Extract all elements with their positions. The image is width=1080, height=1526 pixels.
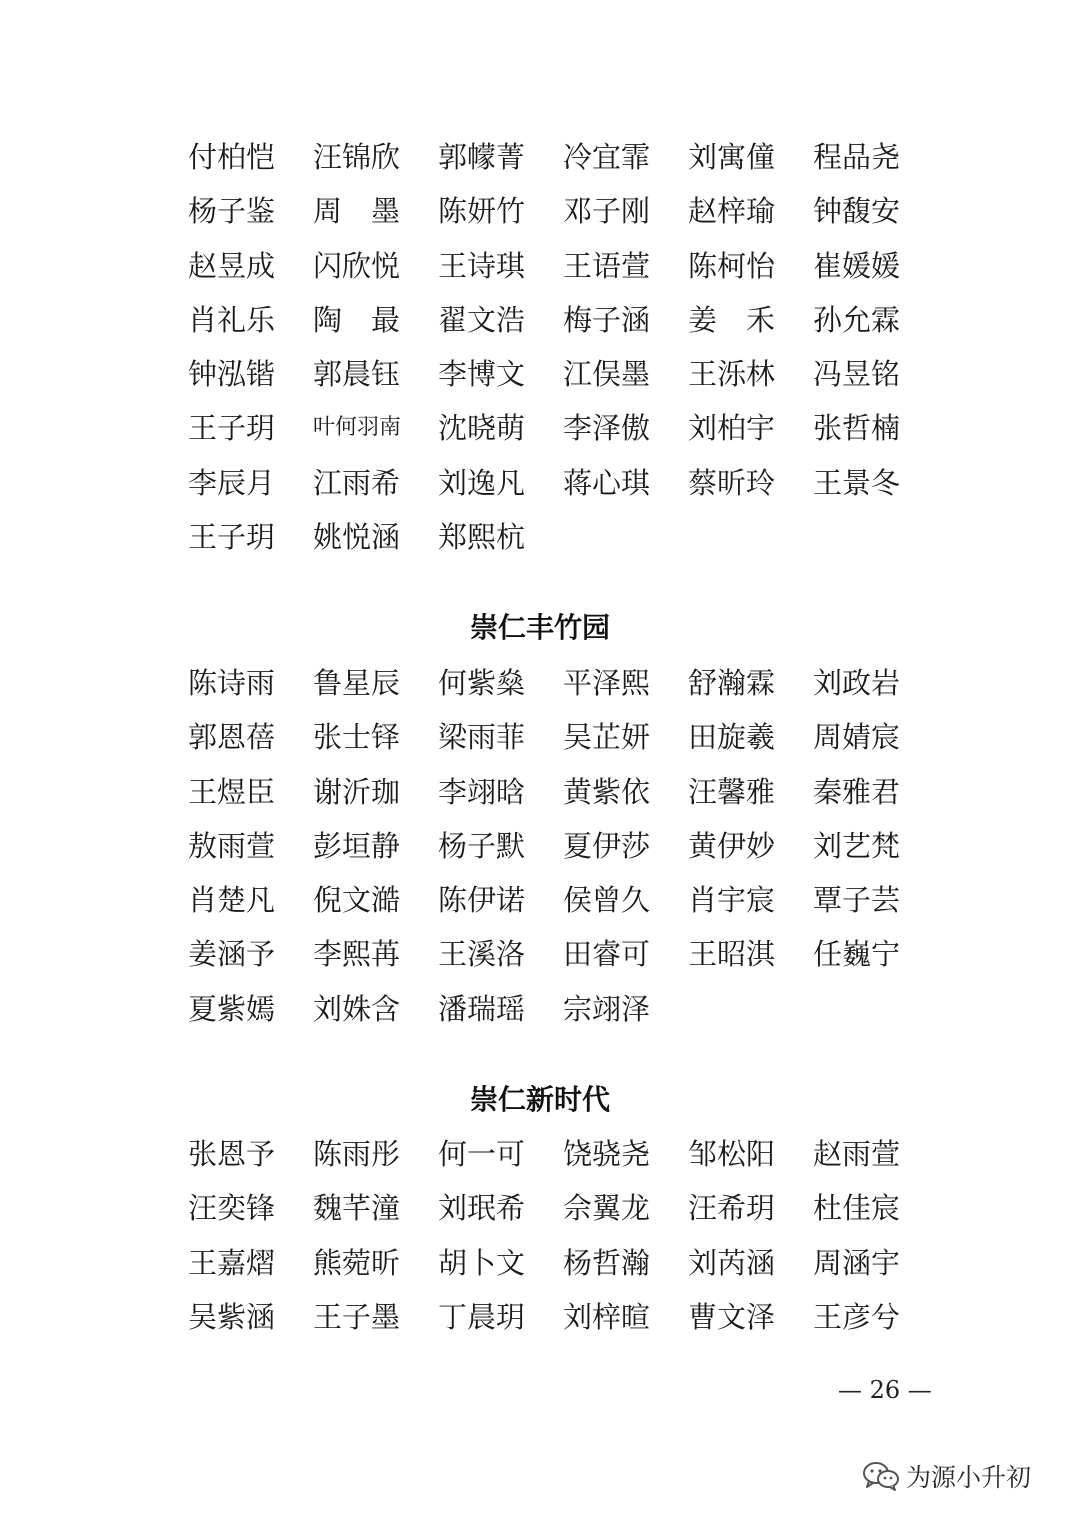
student-name: 丁晨玥 [438, 1299, 526, 1334]
student-name: 刘逸凡 [438, 465, 526, 500]
name-grid-chongren-xinshidai [188, 1127, 948, 1344]
watermark [862, 1458, 1031, 1498]
student-name: 蒋心琪 [563, 465, 651, 500]
student-name: 何紫燊 [438, 666, 526, 700]
student-name: 程品尧 [813, 140, 901, 174]
student-name: 赵雨萱 [813, 1137, 901, 1171]
name-grid-continued [188, 130, 948, 564]
student-name: 汪希玥 [688, 1191, 776, 1226]
student-name: 王昭淇 [688, 937, 776, 972]
student-name: 郭晨钰 [313, 357, 401, 392]
student-name: 王景冬 [813, 465, 901, 500]
student-name: 王子玥 [188, 520, 276, 555]
student-name: 王泺林 [688, 357, 776, 392]
student-name: 刘艺梵 [813, 828, 901, 863]
student-name: 鲁星辰 [313, 666, 401, 700]
student-name: 张士铎 [313, 720, 401, 755]
student-name: 钟泓锴 [188, 357, 276, 392]
student-name: 李翊晗 [438, 774, 526, 809]
student-name: 陈柯怡 [688, 248, 776, 283]
student-name: 李博文 [438, 357, 526, 392]
student-name: 肖宇宸 [688, 883, 776, 918]
student-name: 彭垣静 [313, 828, 401, 863]
student-name: 汪馨雅 [688, 774, 776, 809]
student-name: 杨子默 [438, 828, 526, 863]
student-name: 吴紫涵 [188, 1299, 276, 1334]
student-name: 黄伊妙 [688, 828, 776, 863]
student-name: 陶 最 [313, 302, 401, 337]
student-name: 王嘉熠 [188, 1245, 276, 1280]
student-name: 周 墨 [313, 194, 401, 229]
student-name: 魏芊潼 [313, 1191, 401, 1226]
student-name: 陈雨彤 [313, 1137, 401, 1171]
student-name: 闪欣悦 [313, 248, 401, 283]
student-name: 邓子刚 [563, 194, 651, 229]
student-name: 江雨希 [313, 465, 401, 500]
student-name: 王煜臣 [188, 774, 276, 809]
student-name: 邹松阳 [688, 1137, 776, 1171]
student-name: 田睿可 [563, 937, 651, 972]
student-name: 郭幪菁 [438, 140, 526, 174]
student-name: 姜 禾 [688, 302, 776, 337]
student-name: 黄紫依 [563, 774, 651, 809]
student-name: 王子墨 [313, 1299, 401, 1334]
student-name: 郑熙杭 [438, 520, 526, 555]
student-name: 平泽熙 [563, 666, 651, 700]
student-name: 杨哲瀚 [563, 1245, 651, 1280]
student-name: 郭恩蓓 [188, 720, 276, 755]
student-name: 肖礼乐 [188, 302, 276, 337]
student-name: 张哲楠 [813, 411, 901, 446]
student-name: 田旋羲 [688, 720, 776, 755]
student-name: 李泽傲 [563, 411, 651, 446]
student-name: 孙允霖 [813, 302, 901, 337]
student-name: 刘梓暄 [563, 1299, 651, 1334]
student-name: 王子玥 [188, 411, 276, 446]
student-name: 汪锦欣 [313, 140, 401, 174]
student-name: 潘瑞瑶 [438, 991, 526, 1026]
student-name: 王彦兮 [813, 1299, 901, 1334]
student-name: 刘芮涵 [688, 1245, 776, 1280]
student-name: 周婧宸 [813, 720, 901, 755]
student-name: 熊菀昕 [313, 1245, 401, 1280]
student-name: 冯昱铭 [813, 357, 901, 392]
student-name: 倪文澔 [313, 883, 401, 918]
student-name: 崔媛媛 [813, 248, 901, 283]
student-name: 冷宜霏 [563, 140, 651, 174]
student-name: 钟馥安 [813, 194, 901, 229]
student-name: 敖雨萱 [188, 828, 276, 863]
student-name: 舒瀚霖 [688, 666, 776, 700]
section-title-chongren-fengzhuyuan: 崇仁丰竹园 [469, 611, 610, 644]
student-name: 汪奕锋 [188, 1191, 276, 1226]
student-name: 肖楚凡 [188, 883, 276, 918]
student-name: 侯曾久 [563, 883, 651, 918]
student-name: 江俣墨 [563, 357, 651, 392]
student-name: 刘柏宇 [688, 411, 776, 446]
student-name: 曹文泽 [688, 1299, 776, 1334]
student-name: 何一可 [438, 1137, 526, 1171]
student-name: 陈妍竹 [438, 194, 526, 229]
student-name: 夏紫嫣 [188, 991, 276, 1026]
student-name: 刘寓僮 [688, 140, 776, 174]
student-name: 叶何羽南 [313, 415, 402, 441]
student-name: 胡卜文 [438, 1245, 526, 1280]
student-name: 刘姝含 [313, 991, 401, 1026]
student-name: 佘翼龙 [563, 1191, 651, 1226]
student-name: 杜佳宸 [813, 1191, 901, 1226]
student-name: 杨子鉴 [188, 194, 276, 229]
student-name: 夏伊莎 [563, 828, 651, 863]
student-name: 张恩予 [188, 1137, 276, 1171]
student-name: 秦雅君 [813, 774, 901, 809]
name-grid-chongren-fengzhuyuan [188, 656, 948, 1036]
student-name: 梅子涵 [563, 302, 651, 337]
student-name: 陈伊诺 [438, 883, 526, 918]
student-name: 赵昱成 [188, 248, 276, 283]
watermark-text: 为源小升初 [906, 1463, 1032, 1492]
student-name: 陈诗雨 [188, 666, 276, 700]
student-name: 谢沂珈 [313, 774, 401, 809]
student-name: 吴芷妍 [563, 720, 651, 755]
student-name: 沈晓萌 [438, 411, 526, 446]
section-title-chongren-xinshidai: 崇仁新时代 [469, 1083, 610, 1116]
student-name: 李熙苒 [313, 937, 401, 972]
student-name: 梁雨菲 [438, 720, 526, 755]
student-name: 刘政岩 [813, 666, 901, 700]
student-name: 王语萱 [563, 248, 651, 283]
page-number: — 26 — [838, 1376, 932, 1404]
student-name: 赵梓瑜 [688, 194, 776, 229]
wechat-icon [862, 1460, 900, 1496]
student-name: 李辰月 [188, 465, 276, 500]
student-name: 周涵宇 [813, 1245, 901, 1280]
student-name: 王诗琪 [438, 248, 526, 283]
student-name: 饶骁尧 [563, 1137, 651, 1171]
student-name: 蔡昕玲 [688, 465, 776, 500]
student-name: 姚悦涵 [313, 520, 401, 555]
student-name: 覃子芸 [813, 883, 901, 918]
student-name: 任巍宁 [813, 937, 901, 972]
student-name: 宗翊泽 [563, 991, 651, 1026]
student-name: 姜涵予 [188, 937, 276, 972]
student-name: 刘珉希 [438, 1191, 526, 1226]
student-name: 翟文浩 [438, 302, 526, 337]
student-name: 付柏恺 [188, 140, 276, 174]
student-name: 王溪洛 [438, 937, 526, 972]
